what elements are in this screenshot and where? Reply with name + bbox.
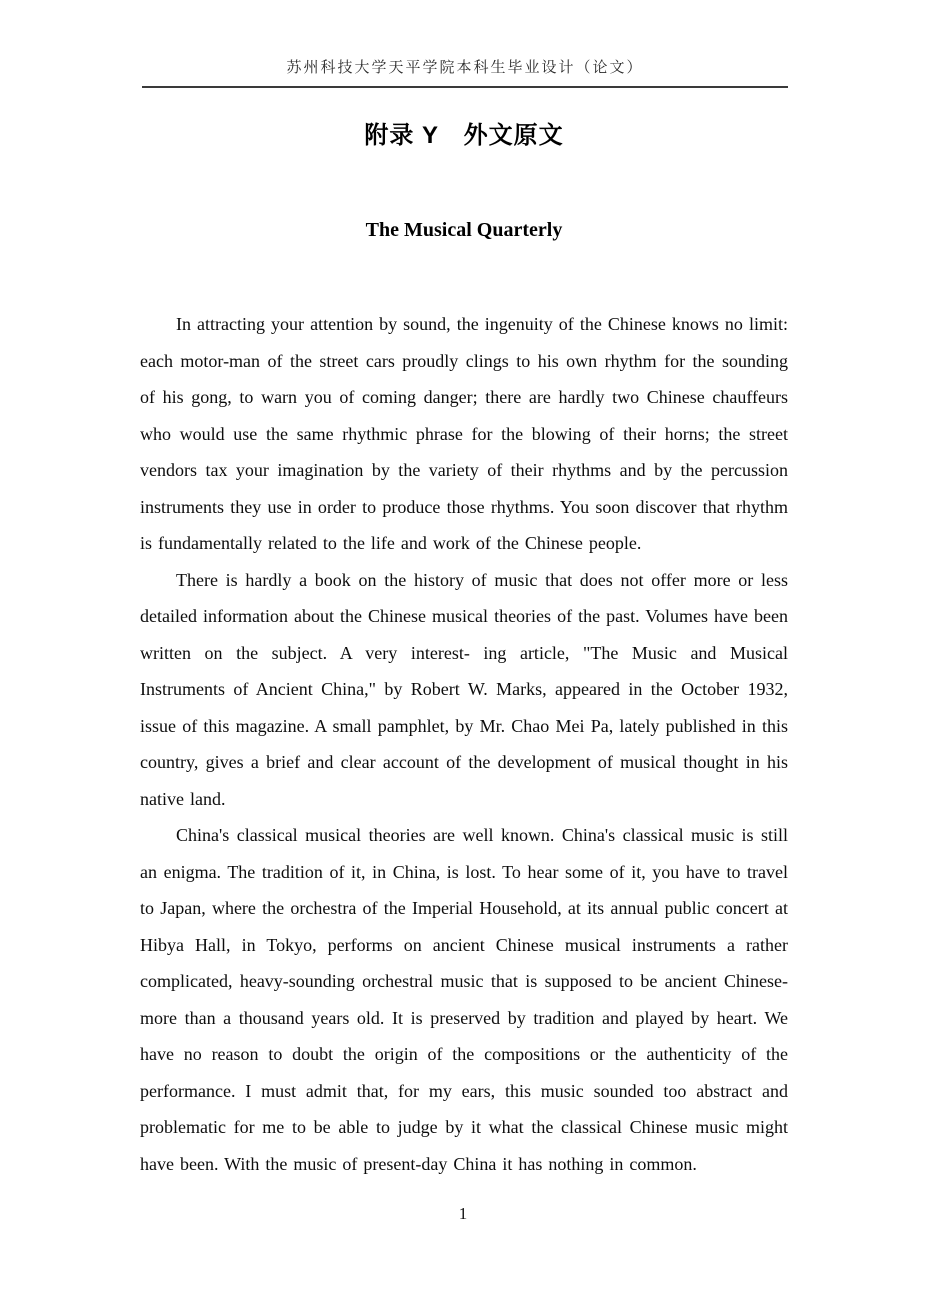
article-title: The Musical Quarterly bbox=[365, 219, 563, 241]
appendix-title: 附录 Y 外文原文 bbox=[364, 122, 564, 149]
page-number: 1 bbox=[458, 1204, 468, 1223]
header-running-title: 苏州科技大学天平学院本科生毕业设计（论文） bbox=[286, 60, 644, 76]
paragraph-3: China's classical musical theories are well known. China's classical music is still an enigma. The tradition of it, in China, is lost. To hear some of it, you have to travel to Japan, where the orchestra of the Imperial Household, at its annual public concert at Hibya Hall, in Tokyo, performs on ancient Chinese musical instruments a rather complicated, heavy-sounding orchestral music that is supposed to be ancient Chinese-more than a thousand years old. It is preserved by tradition and played by heart. We have no reason to doubt the origin of the compositions or the authenticity of the performance. I must admit that, for my ears, this music sounded too abstract and problematic for me to be able to judge by it what the classical Chinese music might have been. With the music of present-day China it has nothing in common. bbox=[140, 825, 788, 1174]
paragraph-2: There is hardly a book on the history of music that does not offer more or less detailed information about the Chinese musical theories of the past. Volumes have been written on the subject. A very interest- ing article, "The Music and Musical Instruments of Ancient China," by Robert W. Marks, appeared in the October 1932, issue of this magazine. A small pamphlet, by Mr. Chao Mei Pa, lately published in this country, gives a brief and clear account of the development of musical thought in his native land. bbox=[140, 569, 788, 809]
page-content bbox=[140, 88, 788, 1182]
page-header bbox=[142, 0, 788, 88]
page-footer bbox=[0, 1203, 926, 1225]
body-text bbox=[140, 306, 788, 1182]
paragraph-1: In attracting your attention by sound, the ingenuity of the Chinese knows no limit: each motor-man of the street cars proudly clings to his own rhythm for the sounding of his gong, to warn you of coming danger; there are hardly two Chinese chauffeurs who would use the same rhythmic phrase for the blowing of their horns; the street vendors tax your imagination by the variety of their rhythms and by the percussion instruments they use in order to produce those rhythms. You soon discover that rhythm is fundamentally related to the life and work of the Chinese people. bbox=[140, 314, 788, 553]
